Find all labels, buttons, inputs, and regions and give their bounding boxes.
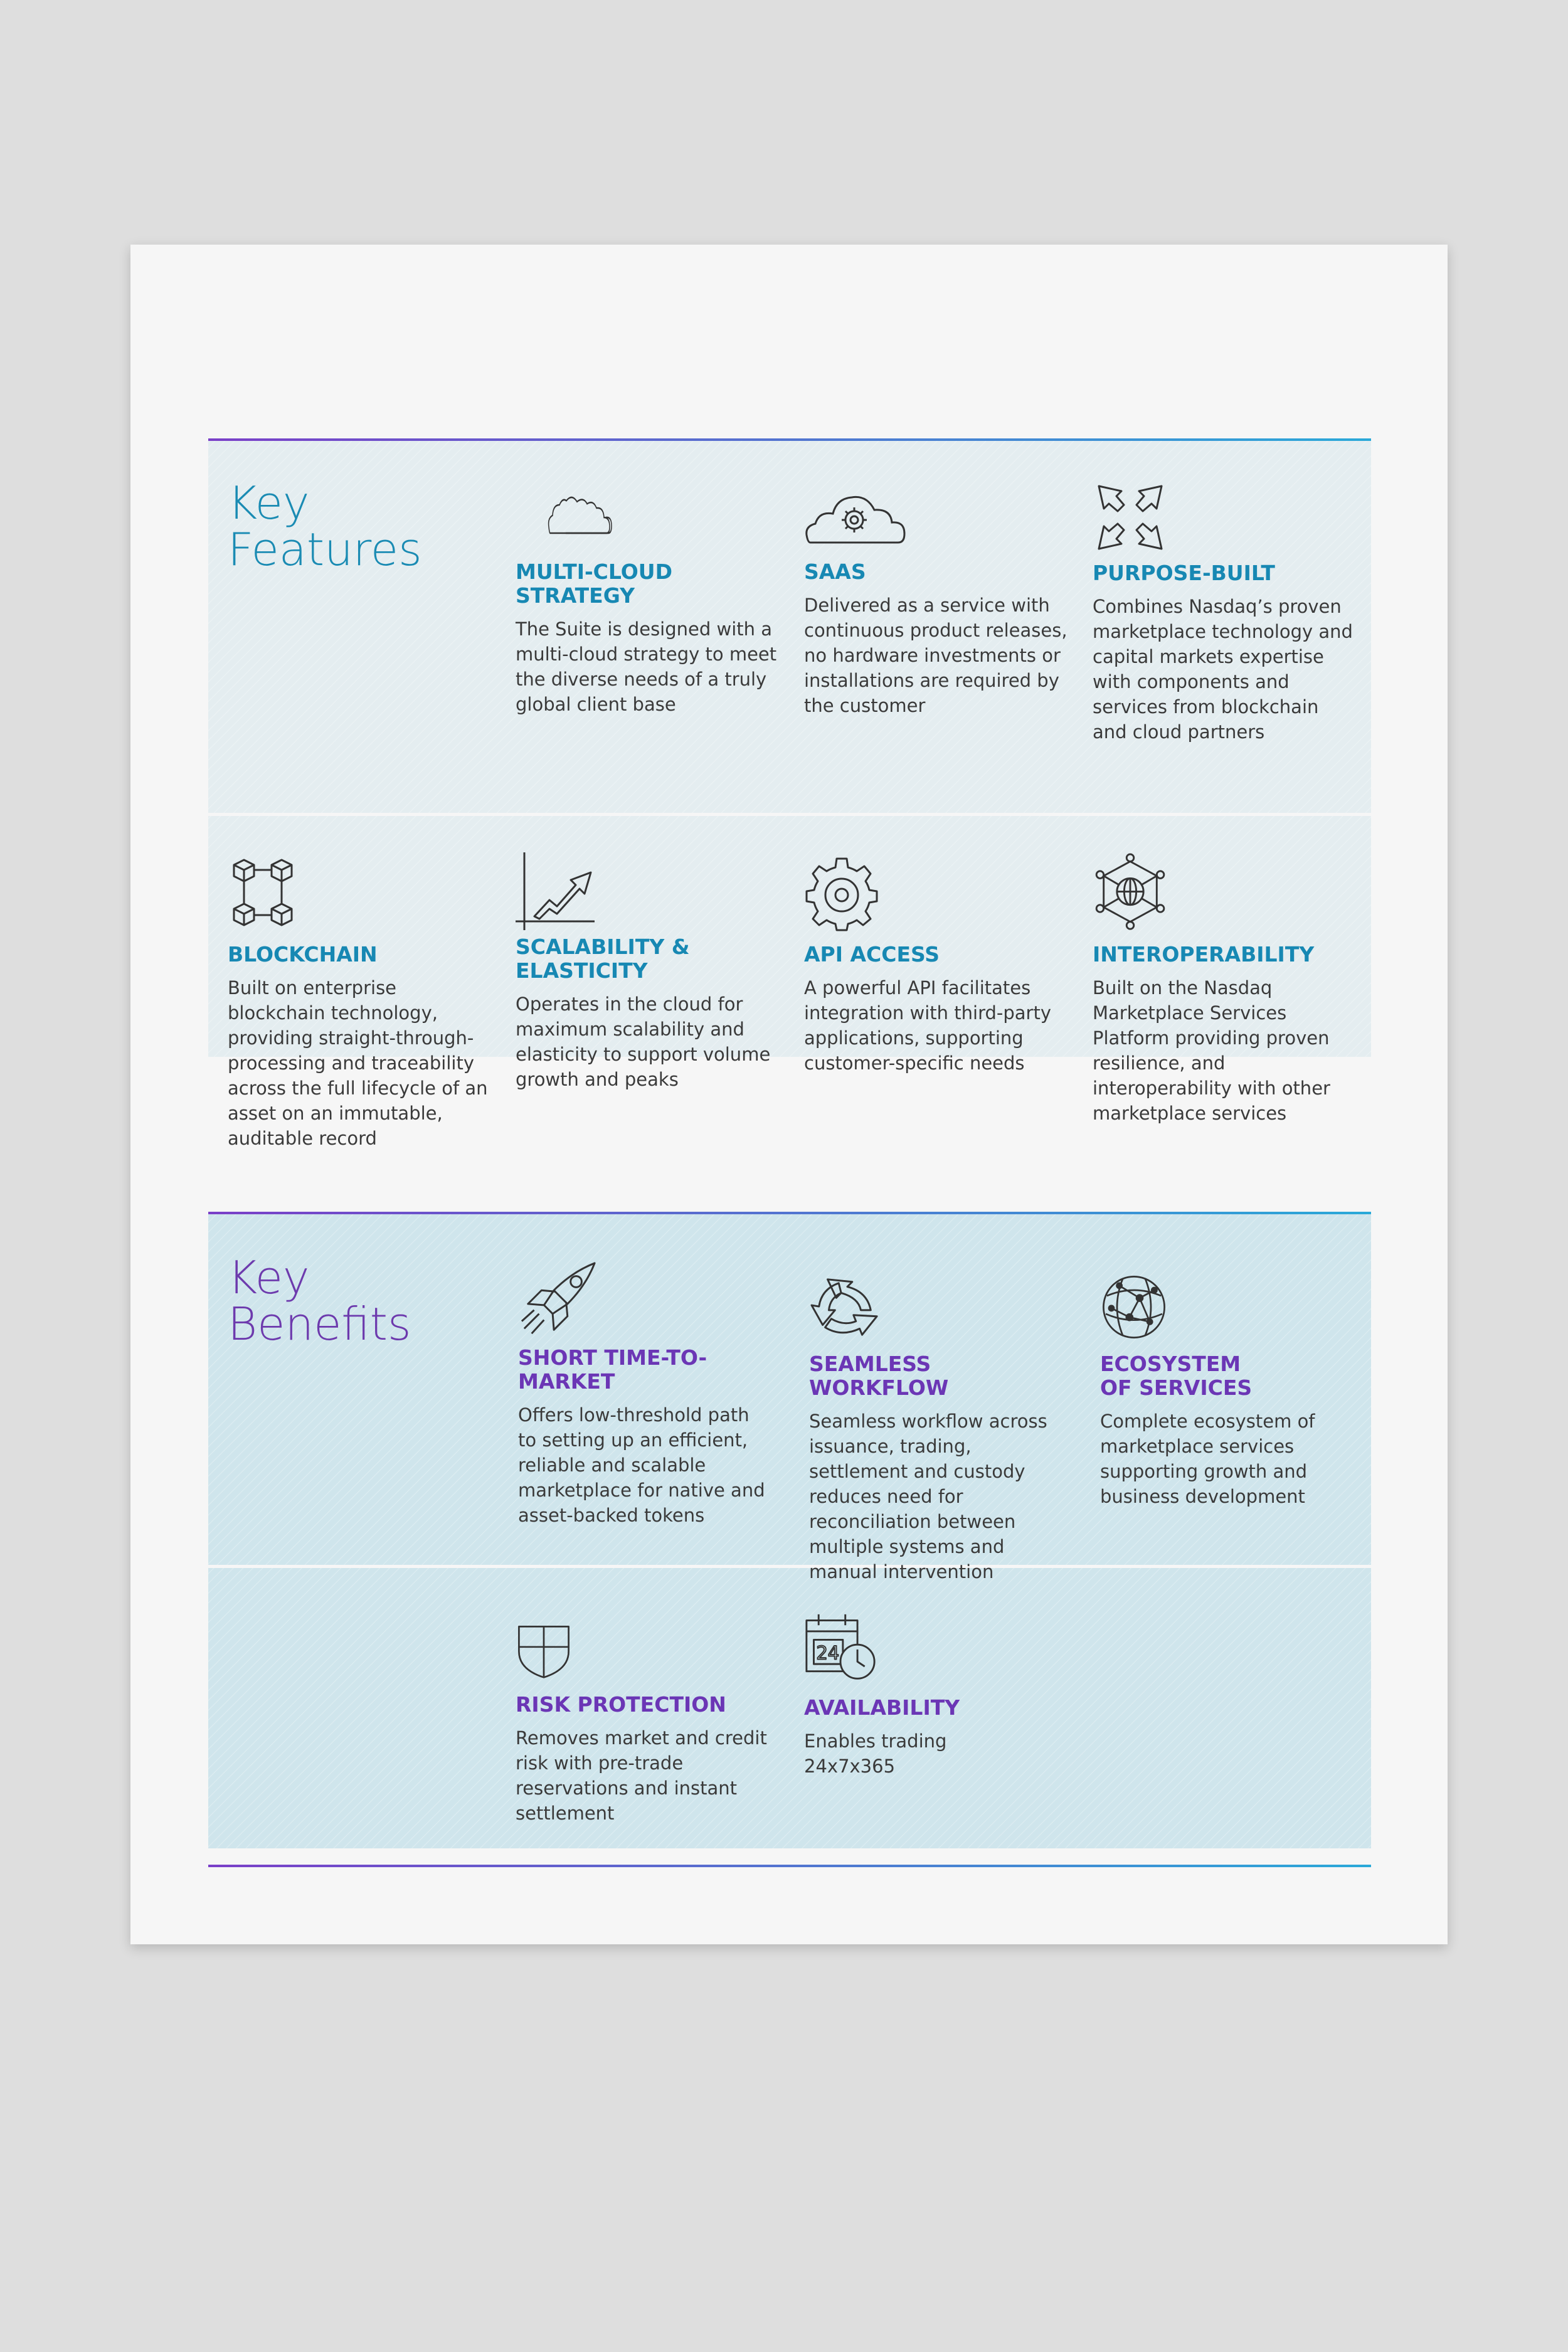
benefits-row-divider — [208, 1565, 1371, 1568]
benefit-risk-protection — [516, 1621, 779, 1826]
feature-description: A powerful API facilitates integration with third-party applications, supporting customer-specific needs — [804, 977, 1051, 1074]
feature-title: BLOCKCHAIN — [228, 942, 378, 967]
converging-arrows-icon — [1093, 480, 1168, 555]
benefit-description: Removes market and credit risk with pre-trade reservations and instant settlement — [516, 1727, 767, 1824]
feature-description: The Suite is designed with a multi-cloud strategy to meet the diverse needs of a truly global client base — [516, 618, 777, 715]
feature-title: SCALABILITY & ELASTICITY — [516, 935, 690, 983]
blockchain-cubes-icon — [228, 856, 303, 931]
key-benefits-heading: Key Benefits — [228, 1251, 411, 1350]
feature-title: INTEROPERABILITY — [1093, 942, 1315, 967]
feature-purpose-built — [1093, 480, 1356, 744]
feature-saas — [804, 486, 1067, 718]
feature-multi-cloud — [516, 486, 779, 717]
feature-scalability — [516, 850, 779, 1092]
benefit-description: Seamless workflow across issuance, trading, settlement and custody reduces need for reconciliation between multiple systems and manual intervention — [809, 1411, 1047, 1582]
feature-title: MULTI-CLOUD STRATEGY — [516, 559, 672, 608]
globe-network-icon — [1093, 853, 1168, 931]
benefit-title: AVAILABILITY — [804, 1695, 960, 1720]
svg-text:24: 24 — [816, 1642, 840, 1664]
calendar-clock-icon — [804, 1612, 877, 1685]
cloud-gear-icon — [804, 486, 904, 549]
feature-description: Built on enterprise blockchain technology, providing straight-through-processing and traceability across the full lifecycle of an asset on an immutable, auditable record — [228, 977, 488, 1149]
feature-description: Combines Nasdaq’s proven marketplace technology and capital markets expertise with components and services from blockchain and cloud partners — [1093, 596, 1353, 743]
benefit-description: Complete ecosystem of marketplace services supporting growth and business development — [1100, 1411, 1315, 1507]
features-top-rule — [208, 438, 1371, 441]
feature-title: API ACCESS — [804, 942, 940, 967]
gear-icon — [804, 856, 879, 931]
benefit-title: ECOSYSTEM OF SERVICES — [1100, 1352, 1253, 1400]
bottom-rule — [208, 1865, 1371, 1867]
benefit-title: SHORT TIME-TO-MARKET — [518, 1345, 707, 1394]
benefits-top-rule — [208, 1212, 1371, 1214]
benefit-title: SEAMLESS WORKFLOW — [809, 1352, 949, 1400]
recycle-arrows-icon — [809, 1273, 883, 1341]
feature-title: PURPOSE-BUILT — [1093, 561, 1275, 585]
growth-chart-icon — [516, 850, 597, 931]
shield-icon — [516, 1621, 572, 1682]
features-row-divider — [208, 813, 1371, 816]
feature-interoperability — [1093, 853, 1356, 1126]
feature-description: Delivered as a service with continuous product releases, no hardware investments or installations are required by the customer — [804, 595, 1067, 716]
benefit-time-to-market — [518, 1261, 781, 1528]
feature-blockchain — [228, 856, 491, 1151]
benefit-title: RISK PROTECTION — [516, 1692, 726, 1717]
benefit-availability — [804, 1612, 1067, 1779]
cloud-icon — [516, 486, 641, 549]
benefit-description: Offers low-threshold path to setting up an efficient, reliable and scalable marketplace for native and asset-backed tokens — [518, 1404, 765, 1526]
key-features-heading: Key Features — [228, 477, 422, 576]
feature-description: Built on the Nasdaq Marketplace Services Platform providing proven resilience, and interoperability with other marketplace services — [1093, 977, 1330, 1124]
benefit-seamless-workflow — [809, 1273, 1073, 1584]
network-sphere-icon — [1100, 1273, 1168, 1341]
benefit-ecosystem — [1100, 1273, 1364, 1509]
feature-description: Operates in the cloud for maximum scalability and elasticity to support volume growth and peaks — [516, 993, 771, 1090]
rocket-icon — [518, 1261, 598, 1341]
document-page — [130, 245, 1448, 1944]
feature-api-access — [804, 856, 1067, 1076]
benefit-description: Enables trading 24x7x365 — [804, 1730, 947, 1777]
feature-title: SAAS — [804, 559, 866, 584]
